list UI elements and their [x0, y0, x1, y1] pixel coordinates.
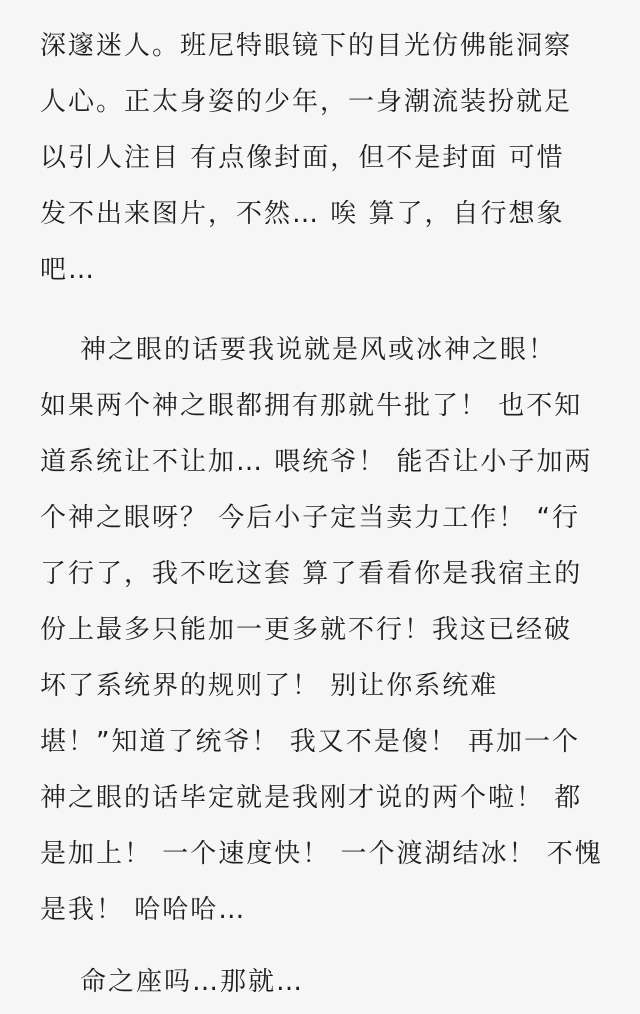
text-line: 神之眼的话要我说就是风或冰神之眼！ [80, 335, 557, 365]
text-line: 人心。正太身姿的少年，一身潮流装扮就足 [40, 87, 573, 117]
text-line: 神之眼的话毕定就是我刚才说的两个啦！ 都 [40, 783, 583, 813]
text-line: 以引人注目 有点像封面，但不是封面 可惜 [40, 143, 565, 173]
text-line: 发不出来图片，不然… 唉 算了，自行想象 [40, 199, 565, 229]
text-line: 份上最多只能加一更多就不行！我这已经破 [40, 615, 573, 645]
text-line: 吧… [40, 255, 97, 285]
text-line: 了行了，我不吃这套 算了看看你是我宿主的 [40, 559, 583, 589]
text-line: 如果两个神之眼都拥有那就牛批了！ 也不知 [40, 391, 583, 421]
text-line: 坏了系统界的规则了！ 别让你系统难 [40, 671, 499, 701]
text-line: 个神之眼呀？ 今后小子定当卖力工作！ “行 [40, 503, 580, 533]
text-line: 是我！ 哈哈哈… [40, 895, 247, 925]
text-line: 堪！”知道了统爷！ 我又不是傻！ 再加一个 [40, 727, 580, 757]
text-line: 命之座吗…那就… [80, 967, 305, 997]
text-line: 深邃迷人。班尼特眼镜下的目光仿佛能洞察 [40, 31, 573, 61]
text-line: 是加上！ 一个速度快！ 一个渡湖结冰！ 不愧 [40, 839, 603, 869]
text-line: 道系统让不让加… 喂统爷！ 能否让小子加两 [40, 447, 593, 477]
